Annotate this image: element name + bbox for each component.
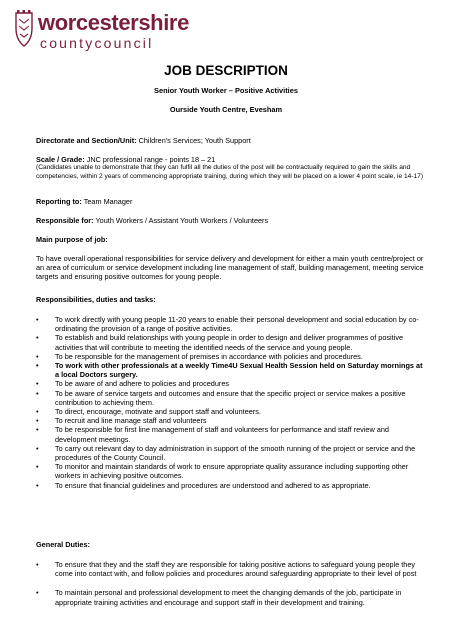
reporting-label: Reporting to:	[36, 197, 82, 206]
scale-value: JNC professional range - points 18 – 21	[86, 155, 216, 164]
logo-wordmark: worcestershire	[38, 10, 189, 35]
responsible-value: Youth Workers / Assistant Youth Workers / Volunteers	[95, 216, 269, 225]
responsibilities-heading: Responsibilities, duties and tasks:	[36, 295, 156, 304]
list-item: • To carry out relevant day to day administration in support of the smooth running of the project or service and the procedures of the County Council.	[36, 443, 416, 463]
list-item: • To be responsible for the management of premises in accordance with policies and procedures.	[36, 351, 363, 361]
list-item: • To maintain personal and professional development to meet the changing demands of the job, participate in appropriate training activities and encourage and support staff in their development and training.	[36, 588, 402, 607]
reporting-row	[36, 197, 424, 206]
directorate-row	[36, 136, 424, 145]
scale-label: Scale / Grade:	[36, 155, 85, 164]
job-location: Ourside Youth Centre, Evesham	[169, 105, 283, 114]
general-duties-heading: General Duties:	[36, 540, 90, 549]
list-item: • To be responsible for first line management of staff and volunteers for performance and staff review and development meetings.	[36, 425, 389, 444]
general-duties-list	[36, 560, 424, 607]
list-item: • To be aware of and adhere to policies and procedures	[36, 379, 230, 389]
logo-subtitle: countycouncil	[40, 35, 154, 51]
responsibilities-list	[36, 315, 424, 490]
list-item: • To recruit and line manage staff and volunteers	[36, 416, 207, 426]
responsible-row	[36, 216, 424, 225]
main-purpose-heading: Main purpose of job:	[36, 235, 108, 244]
directorate-value: Children's Services; Youth Support	[138, 136, 251, 145]
reporting-value: Team Manager	[83, 197, 133, 206]
list-item: • To establish and build relationships with young people in order to design and deliver programmes of positive activities that will contribute to meeting the identified needs of the service and young people.	[36, 333, 404, 352]
list-item: • To ensure that they and the staff they are responsible for taking positive actions to safeguard young people they come into contact with, and follow policies and procedures around safeguarding appropriate to their level of post	[36, 560, 417, 579]
scale-note: (Candidates unable to demonstrate that they can fulfil all the duties of the post will be contractually required to gain the skills and competencies, within 2 years of commencing appropriate training, during which they will be placed on a lower 4 point scale, ie 14-17)	[36, 164, 424, 180]
list-item: • To ensure that financial guidelines and procedures are understood and adhered to as appropriate.	[36, 480, 371, 490]
list-item: • To direct, encourage, motivate and support staff and volunteers.	[36, 407, 261, 417]
responsible-label: Responsible for:	[36, 216, 94, 225]
crest-icon	[14, 8, 34, 48]
scale-row	[36, 155, 424, 164]
main-purpose-text: To have overall operational responsibilities for service delivery and development for either a main youth centre/project or an area of curriculum or service development including line management of staff, building management, meeting service targets and ensuring positive outcomes for young people.	[36, 254, 424, 282]
directorate-label: Directorate and Section/Unit:	[36, 136, 137, 145]
job-title: Senior Youth Worker – Positive Activities	[154, 86, 298, 95]
list-item: • To monitor and maintain standards of work to ensure appropriate quality assurance including supporting other workers in achieving positive outcomes.	[36, 462, 409, 481]
list-item-highlighted: • To work with other professionals at a weekly Time4U Sexual Health Session held on Saturday mornings at a local Doctors surgery.	[36, 361, 423, 380]
page-title: JOB DESCRIPTION	[164, 63, 288, 78]
council-logo	[14, 8, 214, 58]
list-item: • To be aware of service targets and outcomes and ensure that the specific project or service makes a positive contribution to achieving them.	[36, 388, 406, 407]
list-item: • To work directly with young people 11-20 years to enable their personal development and social education by co-ordinating the provision of a range of positive activities.	[36, 315, 419, 334]
